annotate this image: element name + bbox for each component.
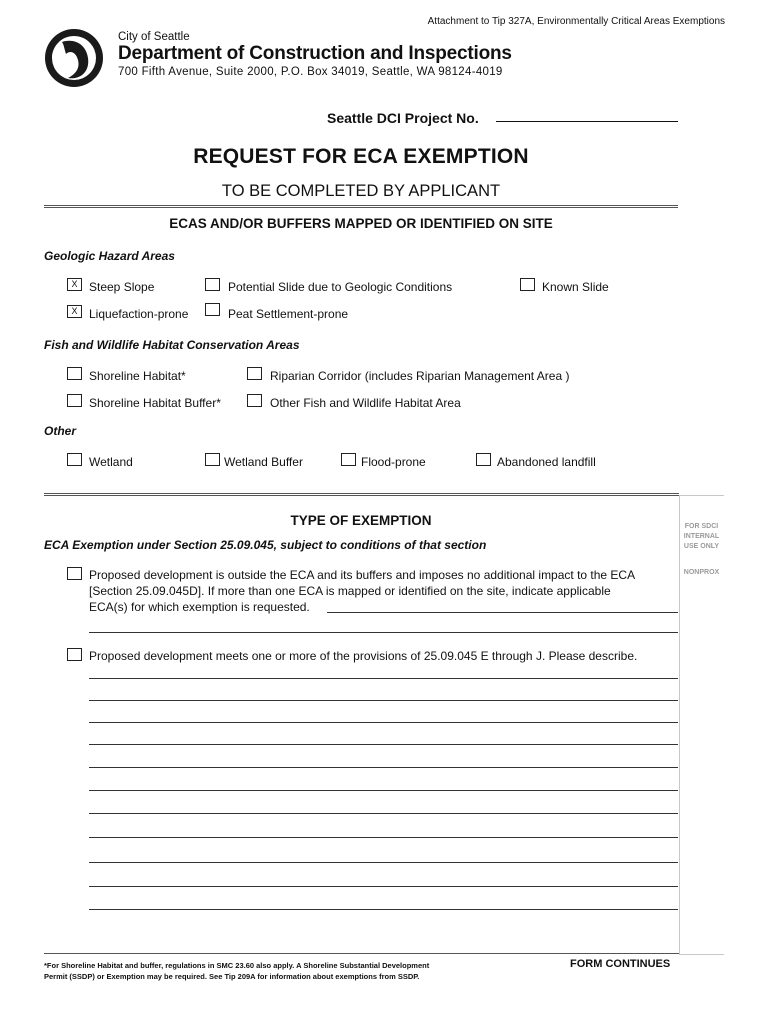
wetland-label: Wetland	[89, 455, 133, 469]
project-number-label: Seattle DCI Project No.	[327, 110, 479, 126]
project-number-field[interactable]	[496, 121, 678, 122]
peat-settlement-label: Peat Settlement-prone	[228, 307, 349, 321]
internal-use-box	[679, 495, 724, 955]
geologic-hazard-label: Geologic Hazard Areas	[44, 249, 175, 263]
shoreline-buffer-checkbox[interactable]	[67, 394, 82, 407]
liquefaction-label: Liquefaction-prone	[89, 307, 189, 321]
other-fish-checkbox[interactable]	[247, 394, 262, 407]
option1-line1: Proposed development is outside the ECA and its buffers and imposes no additional impact to the ECA	[89, 568, 636, 582]
description-line[interactable]	[89, 700, 678, 701]
description-line[interactable]	[89, 909, 678, 910]
abandoned-landfill-label: Abandoned landfill	[497, 455, 596, 469]
known-slide-checkbox[interactable]	[520, 278, 535, 291]
section-divider	[44, 493, 679, 496]
other-label: Other	[44, 424, 77, 438]
description-line[interactable]	[89, 837, 678, 838]
shoreline-habitat-label: Shoreline Habitat*	[89, 369, 186, 383]
description-line[interactable]	[89, 678, 678, 679]
flood-prone-label: Flood-prone	[361, 455, 426, 469]
flood-prone-checkbox[interactable]	[341, 453, 356, 466]
option1-checkbox[interactable]	[67, 567, 82, 580]
abandoned-landfill-checkbox[interactable]	[476, 453, 491, 466]
seattle-seal-icon	[44, 28, 104, 88]
wetland-buffer-checkbox[interactable]	[205, 453, 220, 466]
riparian-corridor-checkbox[interactable]	[247, 367, 262, 380]
steep-slope-checkbox[interactable]: X	[67, 278, 82, 291]
footer-note	[44, 960, 429, 982]
potential-slide-checkbox[interactable]	[205, 278, 220, 291]
description-line[interactable]	[89, 886, 678, 887]
wetland-checkbox[interactable]	[67, 453, 82, 466]
exemption-subheading: ECA Exemption under Section 25.09.045, subject to conditions of that section	[44, 538, 487, 552]
city-name: City of Seattle	[118, 31, 190, 43]
steep-slope-label: Steep Slope	[89, 280, 155, 294]
peat-settlement-checkbox[interactable]	[205, 303, 220, 316]
description-line[interactable]	[89, 862, 678, 863]
option1-line3: ECA(s) for which exemption is requested.	[89, 600, 310, 614]
eca-answer-line[interactable]	[89, 632, 678, 633]
eca-answer-line[interactable]	[327, 612, 678, 613]
liquefaction-checkbox[interactable]: X	[67, 305, 82, 318]
department-address: 700 Fifth Avenue, Suite 2000, P.O. Box 34019, Seattle, WA 98124-4019	[118, 66, 503, 78]
form-continues: FORM CONTINUES	[570, 958, 671, 970]
page-title: REQUEST FOR ECA EXEMPTION	[193, 145, 529, 168]
description-line[interactable]	[89, 767, 678, 768]
known-slide-label: Known Slide	[542, 280, 609, 294]
option1-line2: [Section 25.09.045D]. If more than one ECA is mapped or identified on the site, indicate applicable	[89, 584, 611, 598]
internal-use-note: FOR SDCI INTERNAL USE ONLY	[683, 523, 720, 550]
description-line[interactable]	[89, 813, 678, 814]
eca-section-heading: ECAS AND/OR BUFFERS MAPPED OR IDENTIFIED ON SITE	[169, 216, 553, 231]
shoreline-buffer-label: Shoreline Habitat Buffer*	[89, 396, 221, 410]
option2-checkbox[interactable]	[67, 648, 82, 661]
attachment-note: Attachment to Tip 327A, Environmentally Critical Areas Exemptions	[427, 16, 725, 27]
wetland-buffer-label: Wetland Buffer	[224, 455, 303, 469]
exemption-heading: TYPE OF EXEMPTION	[290, 513, 432, 528]
other-fish-label: Other Fish and Wildlife Habitat Area	[270, 396, 461, 410]
description-line[interactable]	[89, 790, 678, 791]
shoreline-habitat-checkbox[interactable]	[67, 367, 82, 380]
option2-text: Proposed development meets one or more of the provisions of 25.09.045 E through J. Please describe.	[89, 649, 638, 663]
description-line[interactable]	[89, 722, 678, 723]
department-name: Department of Construction and Inspections	[118, 43, 512, 64]
fish-wildlife-label: Fish and Wildlife Habitat Conservation Areas	[44, 338, 300, 352]
internal-use-code: NONPROX	[683, 569, 720, 576]
page-subtitle: TO BE COMPLETED BY APPLICANT	[221, 182, 501, 200]
riparian-corridor-label: Riparian Corridor (includes Riparian Management Area )	[270, 369, 570, 383]
footer-note-line1: *For Shoreline Habitat and buffer, regulations in SMC 23.60 also apply. A Shoreline Substantial Development	[44, 961, 430, 970]
section-divider	[44, 205, 678, 208]
footer-note-line2: Permit (SSDP) or Exemption may be required. See Tip 209A for information about exemptions from SSDP.	[44, 972, 420, 981]
footer-divider	[44, 953, 679, 954]
potential-slide-label: Potential Slide due to Geologic Conditions	[228, 280, 453, 294]
description-line[interactable]	[89, 744, 678, 745]
